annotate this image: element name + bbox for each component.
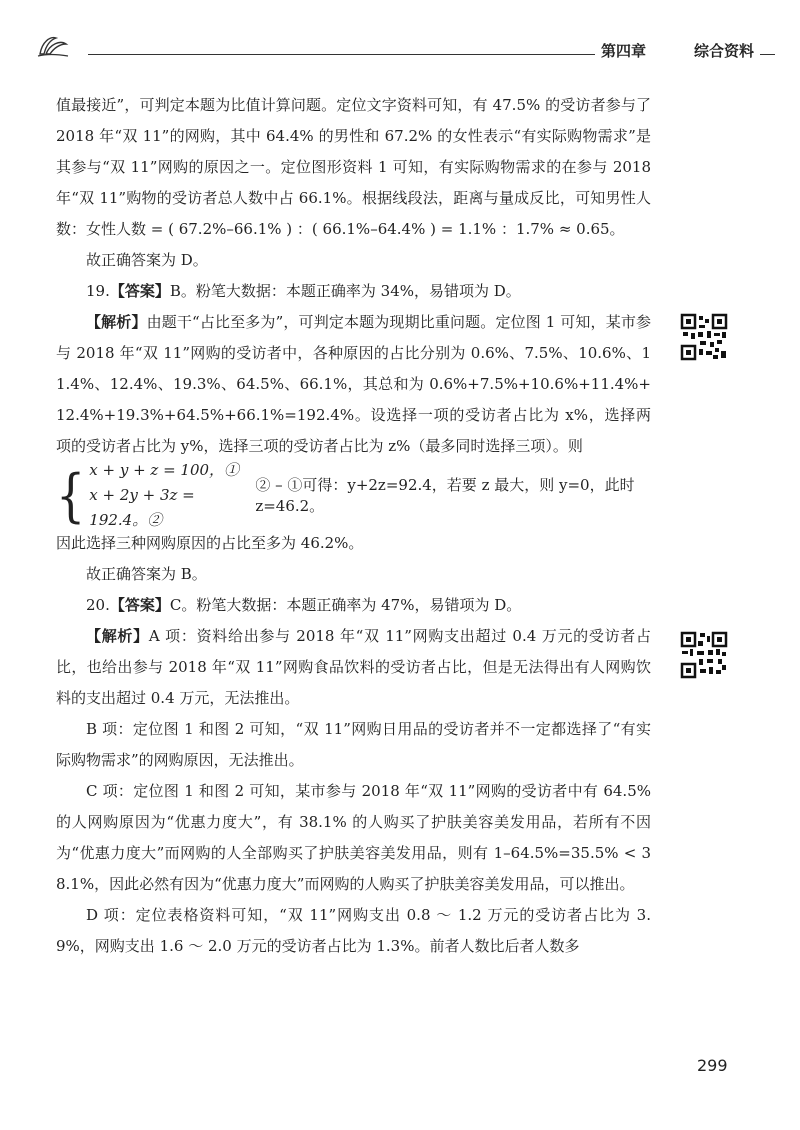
q19-analysis-text: 由题干“占比至多为”，可判定本题为现期比重问题。定位图 1 可知，某市参与 2018 年“双 11”网购的受访者中，各种原因的占比分别为 0.6%、7.5%、10.6%、11.4%、12.4%、19.3%、64.5%、66.1%，其总和为 0.6%+7.5%+10.6%+11.4%+12.4%+19.3%+64.5%+66.1%=192.4%。设选择一项的受访者占比为 x%，选择两项的受访者占比为 y%，选择三项的受访者占比为 z%（最多同时选择三项）。则 (56, 313, 651, 455)
q19-analysis (56, 307, 651, 462)
chapter-title: 第四章 (595, 40, 652, 61)
q19-analysis-tag: 【解析】 (86, 313, 147, 331)
q20-answer (56, 590, 651, 621)
qr-code-icon[interactable] (680, 631, 728, 679)
q19-conclusion: 因此选择三种网购原因的占比至多为 46.2%。 (56, 534, 364, 552)
header-rule (88, 54, 616, 55)
q20-answer-tag: 【答案】 (109, 596, 170, 614)
q19-answer (56, 276, 651, 307)
equation-system (56, 460, 651, 529)
q19-number: 19. (86, 282, 110, 300)
equation-2: x + 2y + 3z = 192.4。② (89, 485, 195, 529)
option-c-analysis: C 项：定位图 1 和图 2 可知，某市参与 2018 年“双 11”网购的受访者中有 64.5% 的人网购原因为“优惠力度大”，有 38.1% 的人购买了护肤美容美发用品，若所有不因为“优惠力度大”而网购的人全部购买了护肤美容美发用品，则有 1–64.5%=35.5% < 38.1%，因此必然有因为“优惠力度大”而网购的人购买了护肤美容美发用品，可以推出。 (56, 782, 651, 893)
q20-analysis-tag: 【解析】 (86, 627, 149, 645)
q19-answer-tag: 【答案】 (109, 282, 170, 300)
answer-d: 故正确答案为 D。 (86, 251, 208, 269)
answer-b: 故正确答案为 B。 (86, 565, 207, 583)
q19-answer-text: B。粉笔大数据：本题正确率为 34%，易错项为 D。 (169, 282, 521, 300)
option-b-analysis: B 项：定位图 1 和图 2 可知，“双 11”网购日用品的受访者并不一定都选择了“有实际购物需求”的网购原因，无法推出。 (56, 720, 651, 769)
q20-number: 20. (86, 596, 110, 614)
header-rule-tail (760, 54, 775, 55)
equation-derivation: ② – ①可得：y+2z=92.4，若要 z 最大，则 y=0，此时 z=46.2。 (255, 476, 635, 515)
main-text (56, 90, 651, 962)
option-d-analysis: D 项：定位表格资料可知，“双 11”网购支出 0.8 ～ 1.2 万元的受访者占比为 3.9%，网购支出 1.6 ～ 2.0 万元的受访者占比为 1.3%。前者人数比后者人数多 (56, 906, 651, 955)
paragraph-continued: 值最接近”，可判定本题为比值计算问题。定位文字资料可知，有 47.5% 的受访者参与了 2018 年“双 11”的网购，其中 64.4% 的男性和 67.2% 的女性表示“有实际购物需求”是其参与“双 11”网购的原因之一。定位图形资料 1 可知，有实际购物需求的在参与 2018 年“双 11”购物的受访者总人数中占 66.1%。根据线段法，距离与量成反比，可知男性人数：女性人数 = ( 67.2%–66.1% ) ：( 66.1%–64.4% ) = 1.1% ：1.7% ≈ 0.65。 (56, 96, 651, 238)
section-title: 综合资料 (690, 40, 758, 61)
equation-1: x + y + z = 100，① (89, 460, 240, 479)
qr-code-icon[interactable] (680, 313, 728, 361)
q20-analysis-text: A 项：资料给出参与 2018 年“双 11”网购支出超过 0.4 万元的受访者占比，也给出参与 2018 年“双 11”网购食品饮料的受访者占比，但是无法得出有人网购饮料的支出超过 0.4 万元，无法推出。 (56, 627, 651, 707)
page-number: 299 (697, 1056, 728, 1075)
q20-analysis (56, 621, 651, 714)
q20-answer-text: C。粉笔大数据：本题正确率为 47%，易错项为 D。 (169, 596, 522, 614)
page-header (30, 28, 775, 64)
leaf-icon (36, 32, 70, 62)
brace-symbol: { (56, 461, 86, 529)
